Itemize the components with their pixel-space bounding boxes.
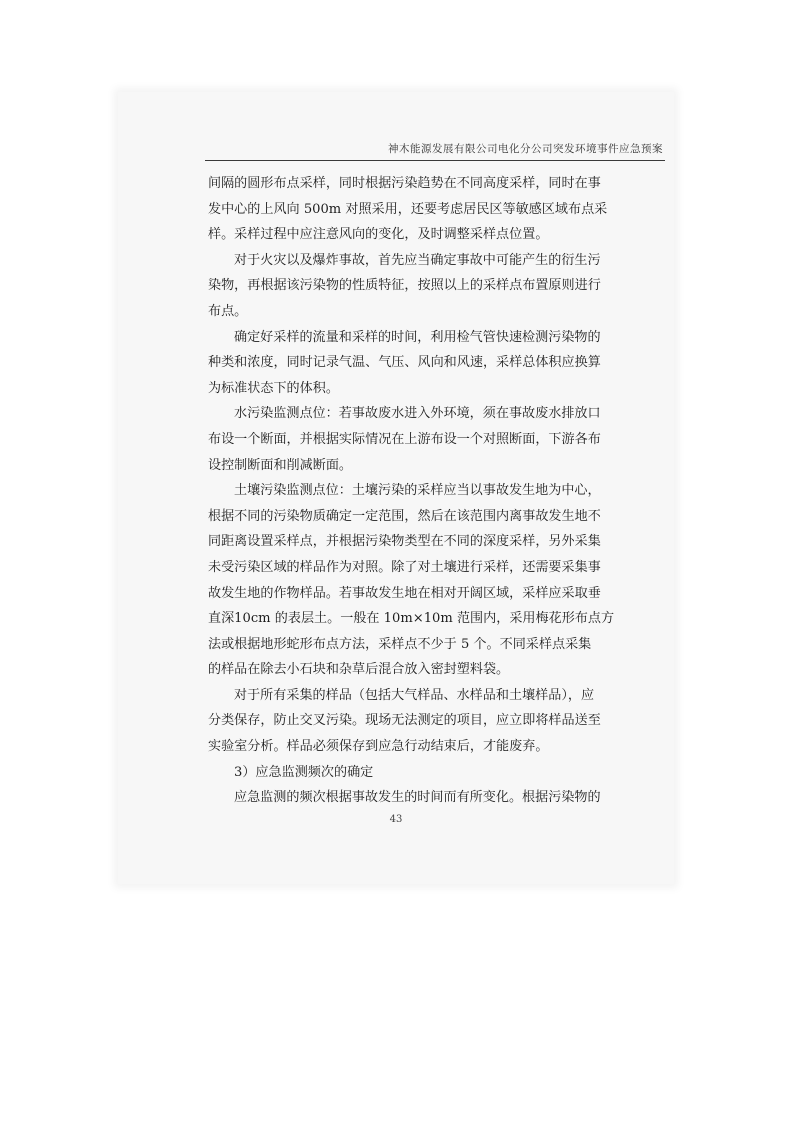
- text-line: 分类保存，防止交叉污染。现场无法测定的项目，应立即将样品送至: [208, 713, 601, 729]
- text-line: 布设一个断面，并根据实际情况在上游布设一个对照断面，下游各布: [208, 431, 601, 447]
- text-line: 设控制断面和削减断面。: [208, 457, 353, 473]
- page-number: 43: [389, 814, 403, 825]
- text-line: 发中心的上风向 500m 对照采用，还要考虑居民区等敏感区域布点采: [208, 201, 608, 217]
- paragraph-first-line: 土壤污染监测点位：土壤污染的采样应当以事故发生地为中心，: [234, 483, 601, 499]
- text-line: 布点。: [208, 303, 248, 319]
- paragraph-first-line: 水污染监测点位：若事故废水进入外环境，须在事故废水排放口: [234, 406, 601, 422]
- text-line: 直深10cm 的表层土。一般在 10m×10m 范围内，采用梅花形布点方: [208, 611, 615, 627]
- text-line: 种类和浓度，同时记录气温、气压、风向和风速，采样总体积应换算: [208, 355, 601, 371]
- section-heading: 3）应急监测频次的确定: [234, 764, 374, 780]
- text-line: 染物，再根据该污染物的性质特征，按照以上的采样点布置原则进行: [208, 278, 601, 294]
- text-line: 根据不同的污染物质确定一定范围，然后在该范围内离事故发生地不: [208, 508, 601, 524]
- text-line: 故发生地的作物样品。若事故发生地在相对开阔区域，采样应采取垂: [208, 585, 601, 601]
- text-line: 样。采样过程中应注意风向的变化，及时调整采样点位置。: [208, 227, 549, 243]
- text-line: 未受污染区域的样品作为对照。除了对土壤进行采样，还需要采集事: [208, 559, 601, 575]
- paragraph-first-line: 对于火灾以及爆炸事故，首先应当确定事故中可能产生的衍生污: [234, 252, 601, 268]
- text-line: 法或根据地形蛇形布点方法，采样点不少于 5 个。不同采样点采集: [208, 636, 592, 652]
- text-line: 为标准状态下的体积。: [208, 380, 339, 396]
- running-header: 神木能源发展有限公司电化分公司突发环境事件应急预案: [388, 143, 663, 155]
- text-line: 间隔的圆形布点采样，同时根据污染趋势在不同高度采样，同时在事: [208, 176, 601, 191]
- body-text: [208, 171, 615, 811]
- document-page: [120, 95, 672, 883]
- paragraph-first-line: 确定好采样的流量和采样的时间，利用检气管快速检测污染物的: [234, 329, 601, 345]
- paragraph-first-line: 对于所有采集的样品（包括大气样品、水样品和土壤样品），应: [234, 687, 595, 703]
- paragraph-first-line: 应急监测的频次根据事故发生的时间而有所变化。根据污染物的: [234, 790, 601, 806]
- text-line: 的样品在除去小石块和杂草后混合放入密封塑料袋。: [208, 662, 510, 678]
- text-line: 同距离设置采样点，并根据污染物类型在不同的深度采样，另外采集: [208, 534, 601, 550]
- header-divider: [205, 160, 665, 161]
- text-line: 实验室分析。样品必须保存到应急行动结束后，才能废弃。: [208, 739, 549, 755]
